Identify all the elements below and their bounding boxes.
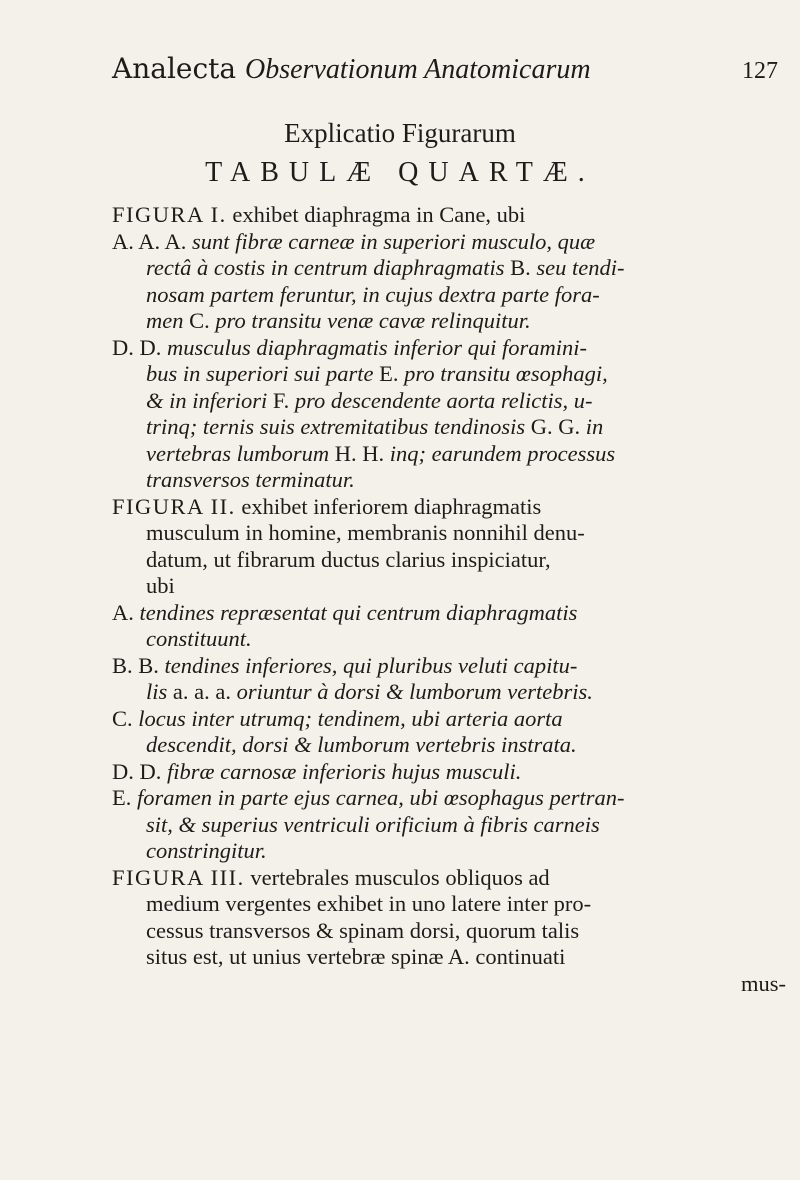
italic-text: descendit, dorsi & lumborum vertebris instrata. bbox=[146, 732, 577, 757]
text-line bbox=[112, 388, 792, 415]
italic-text: rectâ à costis in centrum diaphragmatis bbox=[146, 255, 511, 280]
catchword: mus- bbox=[741, 970, 786, 996]
italic-text: fibræ carnosæ inferioris hujus musculi. bbox=[167, 758, 522, 784]
italic-text: trinq; ternis suis extremitatibus tendinosis bbox=[146, 414, 531, 439]
italic-text: sit, & superius ventriculi orificium à fibris carneis bbox=[146, 811, 600, 837]
italic-text: vertebras lumborum bbox=[146, 440, 335, 466]
text-line bbox=[112, 547, 792, 574]
text-line bbox=[112, 865, 792, 892]
text-line bbox=[112, 759, 792, 786]
text-segment: C. bbox=[112, 705, 139, 731]
italic-text: oriuntur à dorsi & lumborum vertebris. bbox=[230, 679, 593, 704]
page-number: 127 bbox=[742, 58, 778, 84]
figure-heading: FIGURA III. bbox=[112, 864, 245, 890]
text-line bbox=[112, 785, 792, 812]
text-line bbox=[112, 573, 792, 600]
text-segment: exhibet inferiorem diaphragmatis bbox=[235, 493, 542, 519]
text-segment: G. G. bbox=[530, 414, 581, 439]
figure-heading: FIGURA I. bbox=[112, 202, 227, 227]
text-line bbox=[112, 229, 792, 256]
text-segment: cessus transversos & spinam dorsi, quorum talis bbox=[146, 917, 580, 943]
text-line bbox=[112, 732, 792, 759]
text-segment: F. bbox=[272, 387, 290, 413]
text-line bbox=[112, 918, 792, 945]
text-segment: D. D. bbox=[112, 334, 167, 360]
text-line bbox=[112, 944, 792, 971]
text-segment: exhibet diaphragma in Cane, ubi bbox=[226, 202, 526, 227]
text-line bbox=[112, 361, 792, 388]
figure-heading: FIGURA II. bbox=[112, 493, 236, 519]
italic-text: constringitur. bbox=[146, 838, 267, 863]
text-line bbox=[112, 335, 792, 362]
italic-text: constituunt. bbox=[146, 626, 252, 651]
section-subtitle: TABULÆ QUARTÆ. bbox=[205, 157, 595, 188]
text-line bbox=[112, 308, 792, 335]
text-segment: situs est, ut unius vertebræ spinæ A. continuati bbox=[146, 944, 566, 969]
running-title-part-1: Analecta bbox=[112, 52, 237, 85]
italic-text: foramen in parte ejus carnea, ubi œsophagus pertran- bbox=[137, 785, 625, 810]
italic-text: pro transitu œsophagi, bbox=[398, 361, 608, 386]
section-title: Explicatio Figurarum bbox=[284, 118, 516, 148]
text-line bbox=[112, 812, 792, 839]
text-segment: a. a. a. bbox=[172, 679, 231, 704]
text-line bbox=[112, 414, 792, 441]
running-head bbox=[112, 52, 772, 86]
text-segment: E. bbox=[112, 785, 137, 810]
italic-text: in bbox=[580, 414, 604, 439]
italic-text: locus inter utrumq; tendinem, ubi arteria aorta bbox=[138, 705, 563, 731]
italic-text: men bbox=[146, 308, 190, 333]
text-line bbox=[112, 494, 792, 521]
text-line bbox=[112, 891, 792, 918]
text-line bbox=[112, 282, 792, 309]
text-segment: B. bbox=[510, 255, 531, 280]
italic-text: transversos terminatur. bbox=[146, 467, 355, 492]
text-segment: A. bbox=[112, 599, 140, 625]
text-line bbox=[112, 626, 792, 653]
italic-text: pro descendente aorta relictis, u- bbox=[289, 387, 593, 413]
running-title-part-2: Observationum Anatomicarum bbox=[245, 54, 591, 85]
text-segment: vertebrales musculos obliquos ad bbox=[244, 864, 550, 890]
text-line bbox=[112, 255, 792, 282]
italic-text: sunt fibræ carneæ in superiori musculo, quæ bbox=[192, 228, 596, 254]
italic-text: musculus diaphragmatis inferior qui foramini- bbox=[167, 334, 588, 360]
body-text bbox=[112, 202, 792, 997]
italic-text: tendines inferiores, qui pluribus veluti capitu- bbox=[164, 652, 578, 678]
text-line bbox=[112, 520, 792, 547]
italic-text: pro transitu venæ cavæ relinquitur. bbox=[209, 308, 531, 333]
italic-text: lis bbox=[146, 679, 173, 704]
text-line bbox=[112, 838, 792, 865]
text-line bbox=[112, 202, 792, 229]
text-segment: ubi bbox=[146, 573, 175, 598]
italic-text: & in inferiori bbox=[146, 387, 273, 413]
text-segment: C. bbox=[189, 308, 210, 333]
text-segment: B. B. bbox=[112, 652, 165, 678]
text-segment: D. D. bbox=[112, 758, 167, 784]
text-segment: datum, ut fibrarum ductus clarius inspiciatur, bbox=[146, 546, 551, 572]
italic-text: nosam partem feruntur, in cujus dextra parte fora- bbox=[146, 281, 600, 307]
text-line bbox=[112, 653, 792, 680]
text-segment: A. A. A. bbox=[112, 228, 193, 254]
italic-text: seu tendi- bbox=[530, 255, 625, 280]
text-line bbox=[112, 600, 792, 627]
text-segment: musculum in homine, membranis nonnihil denu- bbox=[146, 520, 585, 545]
italic-text: tendines repræsentat qui centrum diaphragmatis bbox=[139, 599, 578, 625]
text-line bbox=[112, 679, 792, 706]
text-line bbox=[112, 467, 792, 494]
italic-text: inq; earundem processus bbox=[384, 440, 616, 466]
text-line bbox=[112, 441, 792, 468]
italic-text: bus in superiori sui parte bbox=[146, 361, 380, 386]
text-segment: E. bbox=[379, 361, 399, 386]
text-segment: H. H. bbox=[334, 440, 385, 466]
text-segment: medium vergentes exhibet in uno latere inter pro- bbox=[146, 891, 592, 916]
text-line bbox=[112, 706, 792, 733]
